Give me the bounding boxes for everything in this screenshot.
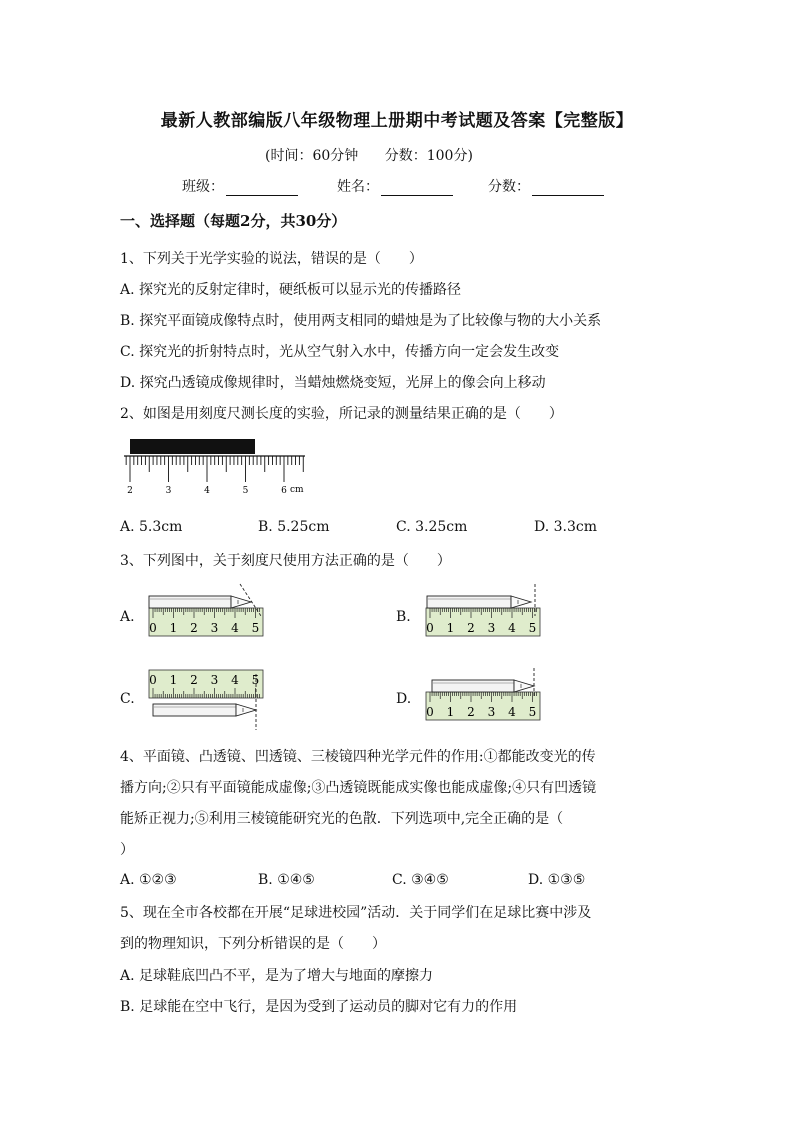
ruler-body	[426, 608, 540, 636]
ruler-number: 4	[231, 621, 239, 635]
q3-figure-b	[422, 582, 552, 642]
pencil-body	[149, 596, 231, 608]
q4-option-a[interactable]: A. ①②③	[120, 872, 177, 888]
q4-line-4: ）	[120, 842, 134, 858]
ruler-label-3: 3	[165, 486, 172, 496]
ruler-number: 5	[528, 705, 537, 719]
time-text: (时间：60分钟	[265, 148, 359, 164]
q5-line-2: 到的物理知识，下列分析错误的是（ ）	[120, 936, 386, 952]
ruler-number: 2	[190, 673, 198, 687]
score-blank[interactable]	[532, 181, 604, 196]
ruler-unit: cm	[290, 485, 304, 495]
q2-stem: 2、如图是用刻度尺测长度的实验，所记录的测量结果正确的是（ ）	[120, 406, 563, 422]
q2-option-c[interactable]: C. 3.25cm	[396, 519, 468, 535]
q4-line-3: 能矫正视力;⑤利用三棱镜能研究光的色散．下列选项中,完全正确的是（	[120, 811, 564, 827]
q2-option-d[interactable]: D. 3.3cm	[534, 519, 598, 535]
q2-option-a[interactable]: A. 5.3cm	[120, 519, 183, 535]
ruler-body	[149, 608, 263, 636]
class-field	[182, 176, 298, 196]
q1-stem: 1、下列关于光学实验的说法，错误的是（ ）	[120, 251, 423, 267]
q5-option-a[interactable]: A. 足球鞋底凹凸不平，是为了增大与地面的摩擦力	[120, 968, 434, 984]
ruler-number: 1	[169, 621, 178, 635]
ruler-number: 3	[210, 621, 219, 635]
q4-option-b[interactable]: B. ①④⑤	[258, 872, 315, 888]
q3-label-c[interactable]: C.	[120, 691, 135, 707]
ruler-number: 2	[190, 621, 198, 635]
q4-option-d[interactable]: D. ①③⑤	[528, 872, 586, 888]
section-heading: 一、选择题（每题2分，共30分）	[120, 212, 347, 230]
ruler-number: 4	[508, 705, 516, 719]
q3-figure-d	[422, 664, 552, 734]
name-blank[interactable]	[381, 181, 453, 196]
q3-label-a[interactable]: A.	[120, 609, 135, 625]
q3-label-b[interactable]: B.	[396, 609, 411, 625]
ruler-number: 4	[231, 673, 239, 687]
pencil-body	[432, 680, 514, 692]
q4-option-c[interactable]: C. ③④⑤	[392, 872, 449, 888]
q1-option-a[interactable]: A. 探究光的反射定律时，硬纸板可以显示光的传播路径	[120, 282, 462, 298]
pencil-tip	[514, 680, 534, 692]
class-label: 班级：	[182, 179, 224, 195]
q2-ruler-figure	[120, 436, 320, 502]
q3-stem: 3、下列图中，关于刻度尺使用方法正确的是（ ）	[120, 553, 451, 569]
q1-option-c[interactable]: C. 探究光的折射特点时，光从空气射入水中，传播方向一定会发生改变	[120, 344, 560, 360]
q3-figure-c	[145, 664, 275, 734]
pencil-body	[427, 596, 511, 608]
ruler-label-6: 6	[281, 486, 287, 496]
class-blank[interactable]	[226, 181, 298, 196]
ruler-label-2: 2	[127, 486, 133, 496]
ruler-body	[149, 670, 263, 698]
ruler-number: 1	[446, 621, 455, 635]
pencil-tip	[236, 704, 256, 716]
q1-option-d[interactable]: D. 探究凸透镜成像规律时，当蜡烛燃烧变短，光屏上的像会向上移动	[120, 375, 546, 391]
ruler-label-5: 5	[242, 486, 249, 496]
ruler-number: 5	[251, 673, 260, 687]
q4-line-2: 播方向;②只有平面镜能成虚像;③凸透镜既能成实像也能成虚像;④只有凹透镜	[120, 780, 597, 796]
page-title: 最新人教部编版八年级物理上册期中考试题及答案【完整版】	[160, 111, 634, 131]
ruler-number: 5	[251, 621, 260, 635]
ruler-label-4: 4	[204, 486, 210, 496]
ruler-number: 0	[426, 705, 434, 719]
ruler-number: 5	[528, 621, 537, 635]
q3-label-d[interactable]: D.	[396, 691, 412, 707]
ruler-number: 1	[446, 705, 455, 719]
ruler-number: 0	[149, 673, 157, 687]
exam-meta	[265, 145, 495, 165]
ruler-number: 1	[169, 673, 178, 687]
q5-option-b[interactable]: B. 足球能在空中飞行，是因为受到了运动员的脚对它有力的作用	[120, 999, 518, 1015]
ruler-number: 0	[426, 621, 434, 635]
ruler-number: 3	[210, 673, 219, 687]
ruler-number: 3	[487, 621, 496, 635]
score-label: 分数：	[488, 179, 530, 195]
ruler-number: 4	[508, 621, 516, 635]
ruler-number: 2	[467, 621, 475, 635]
q2-option-b[interactable]: B. 5.25cm	[258, 519, 330, 535]
name-label: 姓名：	[337, 179, 379, 195]
score-text: 分数：100分)	[384, 148, 473, 164]
q1-option-b[interactable]: B. 探究平面镜成像特点时，使用两支相同的蜡烛是为了比较像与物的大小关系	[120, 313, 602, 329]
pencil-tip	[511, 596, 531, 608]
q4-line-1: 4、平面镜、凸透镜、凹透镜、三棱镜四种光学元件的作用:①都能改变光的传	[120, 749, 596, 765]
pencil-tip	[231, 596, 251, 608]
q3-figure-a	[145, 582, 275, 642]
score-field	[488, 176, 604, 196]
ruler-number: 0	[149, 621, 157, 635]
name-field	[337, 176, 453, 196]
q5-line-1: 5、现在全市各校都在开展“足球进校园”活动．关于同学们在足球比赛中涉及	[120, 905, 592, 921]
pencil-body	[153, 704, 236, 716]
ruler-body	[426, 692, 540, 720]
measured-object-bar	[130, 439, 255, 454]
ruler-number: 2	[467, 705, 475, 719]
ruler-ticks	[126, 456, 303, 482]
ruler-number: 3	[487, 705, 496, 719]
